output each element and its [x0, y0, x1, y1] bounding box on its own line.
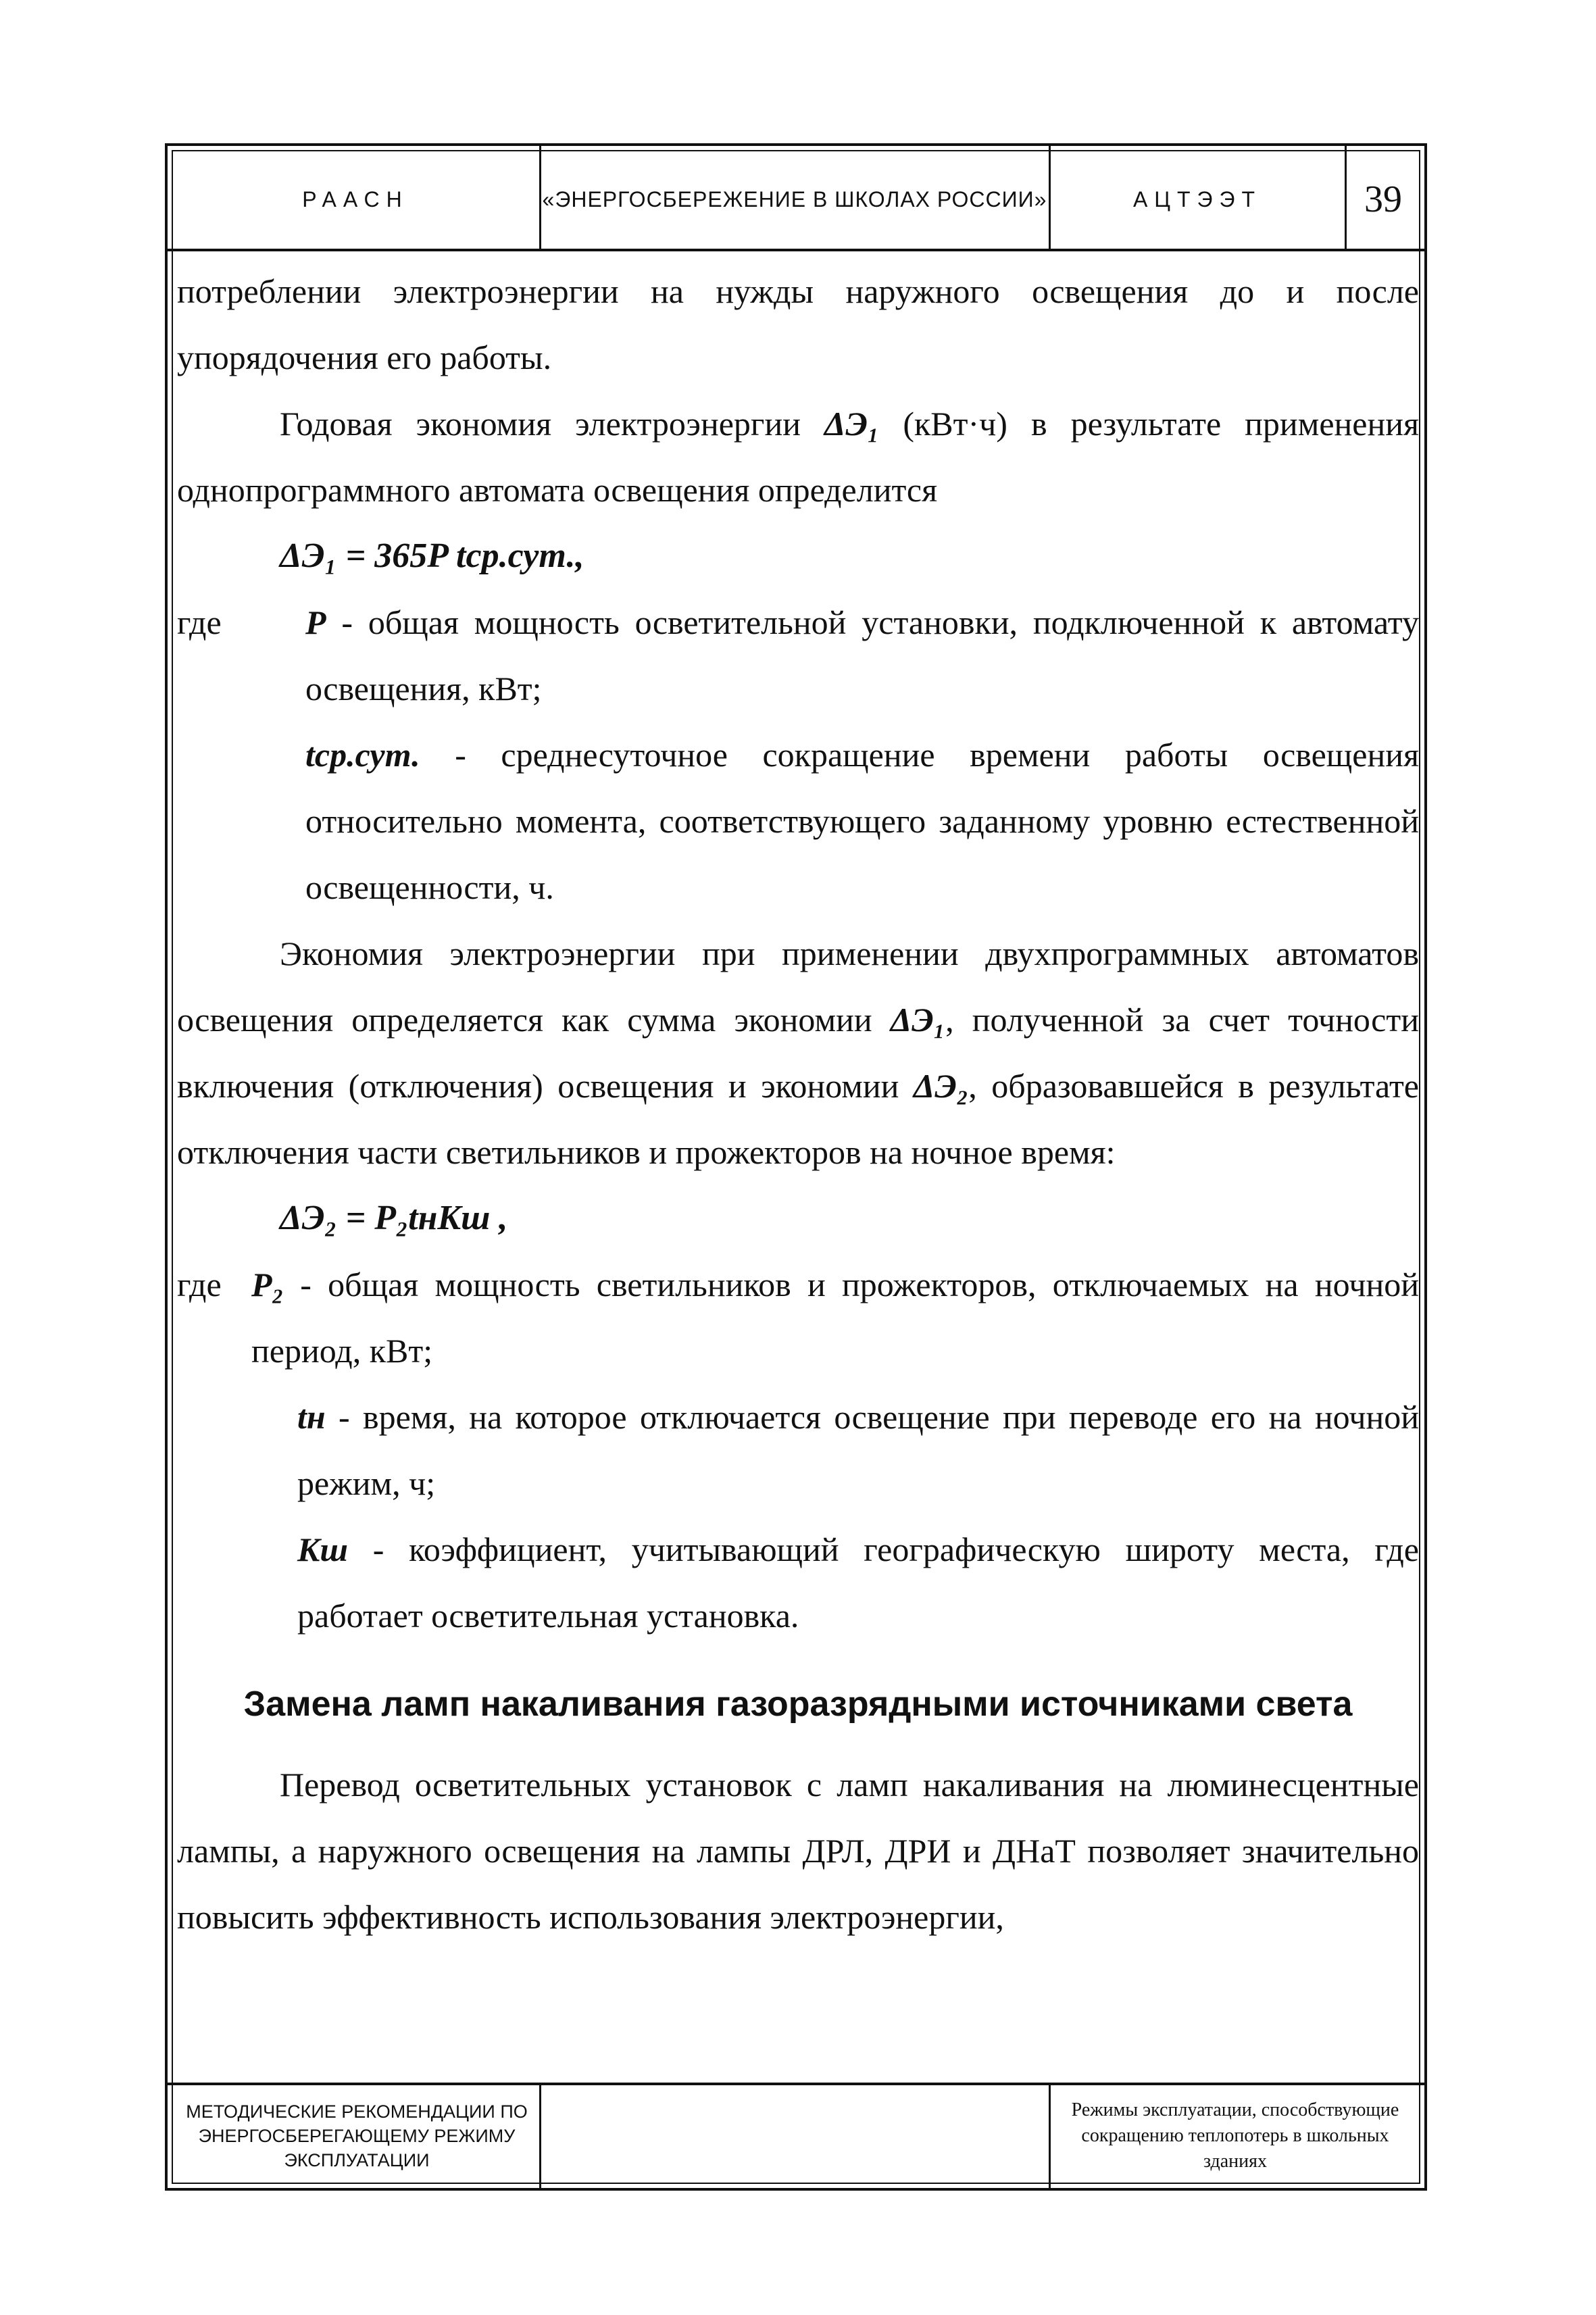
footer-divider: [539, 2083, 541, 2189]
definition-item: где P₂ - общая мощность светильников и прожекторов, отключаемых на ночной период, кВт;: [177, 1251, 1419, 1384]
footer-top-rule: [165, 2083, 1427, 2085]
header-bottom-rule: [165, 249, 1427, 251]
paragraph: потреблении электроэнергии на нужды наружного освещения до и после упорядочения его работы.: [177, 272, 1419, 376]
section-heading: Замена ламп накаливания газоразрядными источниками света: [243, 1685, 1353, 1724]
definition-item: Kш - коэффициент, учитывающий географическую широту места, где работает осветительная установка.: [297, 1530, 1419, 1635]
symbol-P: P: [305, 603, 326, 641]
footer-doc-type: МЕТОДИЧЕСКИЕ РЕКОМЕНДАЦИИ ПО ЭНЕРГОСБЕРЕГАЮЩЕМУ РЕЖИМУ ЭКСПЛУАТАЦИИ: [186, 2101, 528, 2170]
header-divider: [539, 145, 541, 250]
page-content: [177, 258, 1419, 1950]
footer-divider: [1049, 2083, 1051, 2189]
formula-delta-e2: ΔЭ₂ = P₂tнKш ,: [280, 1199, 508, 1237]
paragraph: Годовая экономия электроэнергии ΔЭ₁ (кВт·ч) в результате применения однопрограммного автомата освещения определится: [177, 405, 1419, 509]
symbol-t-n: tн: [297, 1398, 326, 1436]
delta-e1-symbol: ΔЭ₁: [824, 405, 880, 443]
page-number: 39: [1364, 178, 1402, 220]
header-org: РААСН: [302, 186, 409, 211]
paragraph: Перевод осветительных установок с ламп накаливания на люминесцентные лампы, а наружного освещения на лампы ДРЛ, ДРИ и ДНаТ позволяет значительно повысить эффективность использования электроэнергии,: [177, 1766, 1419, 1936]
footer-section: Режимы эксплуатации, способствующие сокращению теплопотерь в школьных зданиях: [1071, 2099, 1399, 2172]
header-title: «ЭНЕРГОСБЕРЕЖЕНИЕ В ШКОЛАХ РОССИИ»: [542, 186, 1047, 211]
definition-item: tн - время, на которое отключается освещение при переводе его на ночной режим, ч;: [297, 1398, 1419, 1502]
where-label: где: [177, 1266, 222, 1303]
symbol-t-sr-sut: tср.сут.: [305, 736, 420, 774]
formula-delta-e1: ΔЭ₁ = 365P tср.сут.,: [280, 537, 584, 575]
footer-center: [543, 2087, 1046, 2185]
header-divider: [1049, 145, 1051, 250]
symbol-K-sh: Kш: [297, 1530, 348, 1568]
paragraph: Экономия электроэнергии при применении двухпрограммных автоматов освещения определяется как сумма экономии ΔЭ₁, полученной за счет точности включения (отключения) освещения и экономии ΔЭ₂, образовавшейся в результате отключения части светильников и прожекторов на ночное время:: [177, 935, 1419, 1171]
header-divider: [1345, 145, 1347, 250]
definition-item: где P - общая мощность осветительной установки, подключенной к автомату освещения, кВт;: [177, 589, 1419, 722]
delta-e2-symbol: ΔЭ₂: [913, 1067, 969, 1105]
definition-item: tср.сут. - среднесуточное сокращение времени работы освещения относительно момента, соответствующего заданному уровню естественной освещенности, ч.: [305, 736, 1419, 906]
delta-e1-symbol: ΔЭ₁: [890, 1001, 946, 1039]
where-label: где: [177, 603, 222, 641]
symbol-P2: P₂: [251, 1266, 284, 1303]
header-code: АЦТЭЭТ: [1132, 186, 1262, 211]
